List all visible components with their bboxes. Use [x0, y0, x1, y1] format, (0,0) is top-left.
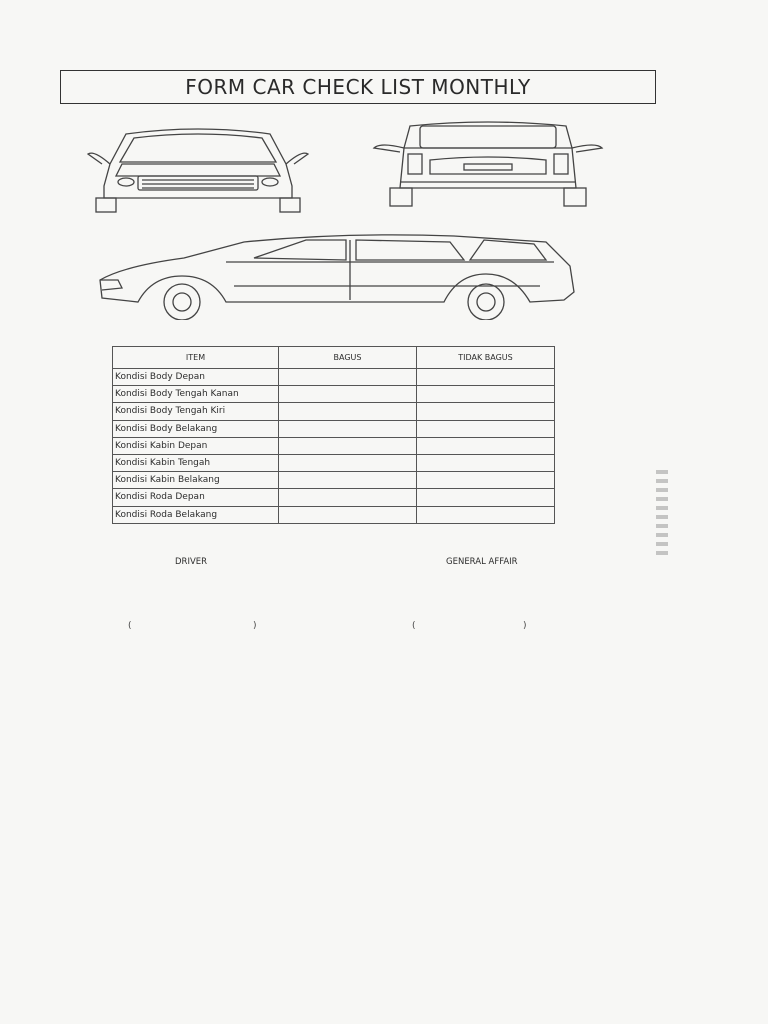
header-tidak-bagus: TIDAK BAGUS	[417, 347, 555, 369]
tidak-bagus-cell[interactable]	[417, 506, 555, 523]
row-item-label: Kondisi Body Belakang	[113, 420, 279, 437]
table-row	[113, 369, 555, 386]
tidak-bagus-cell[interactable]	[417, 403, 555, 420]
table-row	[113, 472, 555, 489]
tidak-bagus-cell[interactable]	[417, 472, 555, 489]
tidak-bagus-cell[interactable]	[417, 454, 555, 471]
tidak-bagus-cell[interactable]	[417, 489, 555, 506]
row-item-label: Kondisi Body Tengah Kanan	[113, 386, 279, 403]
row-item-label: Kondisi Body Tengah Kiri	[113, 403, 279, 420]
ga-signature-close-paren: )	[523, 621, 527, 631]
table-header-row	[113, 347, 555, 369]
form-title-box	[60, 70, 656, 104]
row-item-label: Kondisi Kabin Belakang	[113, 472, 279, 489]
row-item-label: Kondisi Roda Depan	[113, 489, 279, 506]
row-item-label: Kondisi Roda Belakang	[113, 506, 279, 523]
car-side-view-drawing	[94, 228, 582, 320]
header-bagus: BAGUS	[279, 347, 417, 369]
bagus-cell[interactable]	[279, 403, 417, 420]
table-row	[113, 454, 555, 471]
bagus-cell[interactable]	[279, 506, 417, 523]
tidak-bagus-cell[interactable]	[417, 420, 555, 437]
bagus-cell[interactable]	[279, 437, 417, 454]
form-title: FORM CAR CHECK LIST MONTHLY	[185, 75, 531, 99]
table-row	[113, 403, 555, 420]
row-item-label: Kondisi Kabin Tengah	[113, 454, 279, 471]
car-front-view-drawing	[82, 124, 314, 214]
header-item: ITEM	[113, 347, 279, 369]
checklist-table	[112, 346, 555, 524]
table-row	[113, 437, 555, 454]
row-item-label: Kondisi Kabin Depan	[113, 437, 279, 454]
table-row	[113, 489, 555, 506]
bagus-cell[interactable]	[279, 386, 417, 403]
row-item-label: Kondisi Body Depan	[113, 369, 279, 386]
bagus-cell[interactable]	[279, 472, 417, 489]
bagus-cell[interactable]	[279, 369, 417, 386]
tidak-bagus-cell[interactable]	[417, 369, 555, 386]
tidak-bagus-cell[interactable]	[417, 437, 555, 454]
table-row	[113, 506, 555, 523]
general-affair-label: GENERAL AFFAIR	[446, 557, 518, 567]
bagus-cell[interactable]	[279, 454, 417, 471]
scan-artifact-marks	[656, 470, 668, 556]
ga-signature-open-paren: (	[412, 621, 416, 631]
driver-signature-close-paren: )	[253, 621, 257, 631]
car-rear-view-drawing	[370, 118, 606, 210]
table-row	[113, 420, 555, 437]
table-row	[113, 386, 555, 403]
driver-label: DRIVER	[175, 557, 208, 567]
bagus-cell[interactable]	[279, 420, 417, 437]
bagus-cell[interactable]	[279, 489, 417, 506]
driver-signature-open-paren: (	[128, 621, 132, 631]
tidak-bagus-cell[interactable]	[417, 386, 555, 403]
